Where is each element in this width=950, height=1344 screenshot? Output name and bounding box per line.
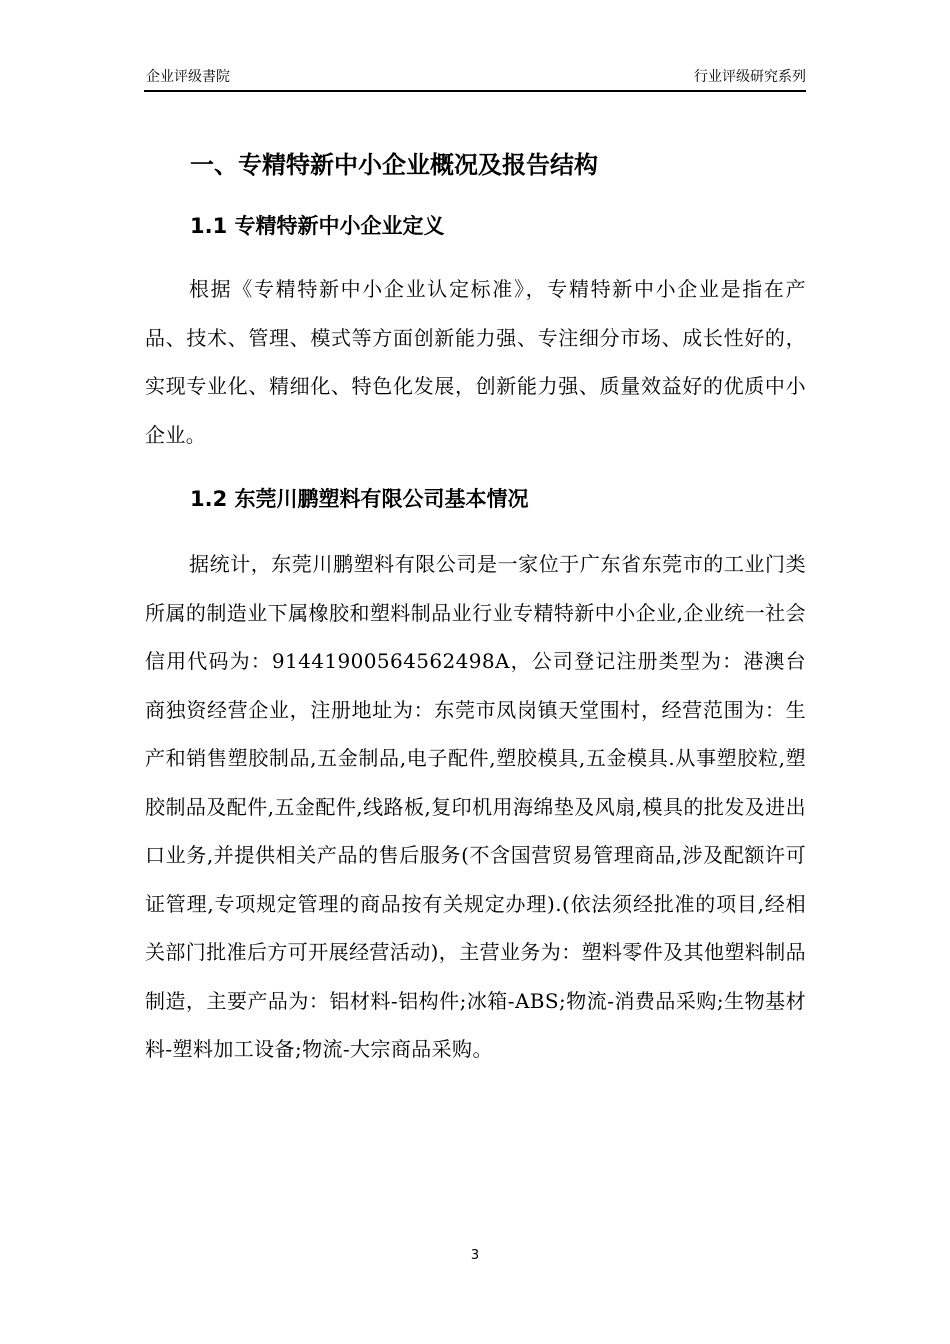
section-paragraph-1-2: 据统计，东莞川鹏塑料有限公司是一家位于广东省东莞市的工业门类所属的制造业下属橡胶和塑料制品业行业专精特新中小企业,企业统一社会信用代码为：91441900564562498A，公司登记注册类型为：港澳台商独资经营企业，注册地址为：东莞市凤岗镇天堂围村，经营范围为：生产和销售塑胶制品,五金制品,电子配件,塑胶模具,五金模具.从事塑胶粒,塑胶制品及配件,五金配件,线路板,复印机用海绵垫及风扇,模具的批发及进出口业务,并提供相关产品的售后服务(不含国营贸易管理商品,涉及配额许可证管理,专项规定管理的商品按有关规定办理).(依法须经批准的项目,经相关部门批准后方可开展经营活动)，主营业务为：塑料零件及其他塑料制品制造，主要产品为：铝材料-铝构件;冰箱-ABS;物流-消费品采购;生物基材料-塑料加工设备;物流-大宗商品采购。 <box>145 552 807 1061</box>
page-number: 3 <box>470 1248 480 1263</box>
header-left-title: 企业评级書院 <box>146 69 230 85</box>
section-title-1-1: 1.1 专精特新中小企业定义 <box>190 214 445 238</box>
chapter-title: 一、专精特新中小企业概况及报告结构 <box>190 151 598 179</box>
section-paragraph-1-1: 根据《专精特新中小企业认定标准》，专精特新中小企业是指在产品、技术、管理、模式等方面创新能力强、专注细分市场、成长性好的，实现专业化、精细化、特色化发展，创新能力强、质量效益好的优质中小企业。 <box>145 277 806 447</box>
section-title-1-2: 1.2 东莞川鹏塑料有限公司基本情况 <box>190 487 529 511</box>
header-divider <box>144 90 806 92</box>
header-right-title: 行业评级研究系列 <box>694 69 806 85</box>
